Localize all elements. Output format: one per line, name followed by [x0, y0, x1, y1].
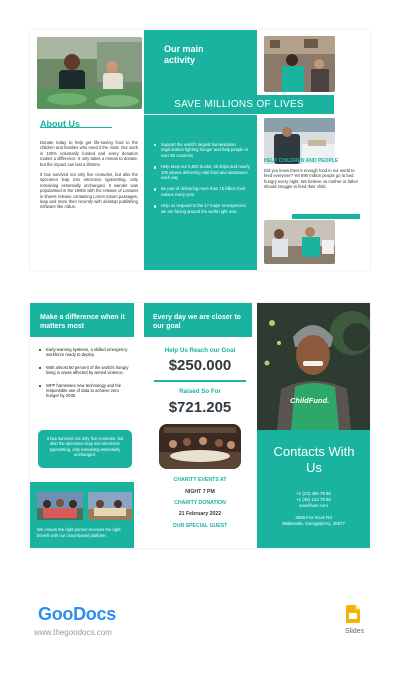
group-photo-1	[37, 492, 83, 520]
slides-label: Slides	[345, 628, 365, 635]
activity-item-2: Help keep our 5,600 trucks, 30 ships and nearly 100 planes delivering vital food and assistance each day	[154, 164, 250, 180]
events-label: CHARITY EVENTS AT	[173, 477, 227, 483]
help-text: Did you know there's enough food in our world to feed everyone? Yet 690 million people go to bed hungry every night. We believe no mother or father should struggle to feed their child.	[264, 168, 359, 190]
slides-logo[interactable]	[346, 605, 364, 628]
activity-item-3: Be part of delivering more than 15 billion food rations every year	[154, 186, 250, 197]
activity-title: Our main activity	[164, 44, 204, 65]
volunteer-street-photo	[264, 36, 335, 92]
goodocs-brand: GooDocs	[38, 604, 116, 624]
goal-label: Help Us Reach our Goal	[164, 347, 236, 354]
activity-list	[154, 142, 250, 218]
contact-phone-2: +1 (45) 123 78 90	[296, 497, 331, 502]
brochure-page-1	[30, 30, 370, 270]
contact-website: savelifves.com	[299, 503, 328, 508]
platform-caption: We ensure the right person receives the right benefit with our cloud-based platform	[37, 527, 121, 538]
food-distribution-photo	[264, 220, 335, 264]
contacts-title: Contacts With Us	[273, 444, 355, 475]
volunteers-photo	[37, 37, 142, 109]
difference-title: Make a difference when it matters most	[40, 314, 125, 330]
closer-title: Every day we are closer to our goal	[153, 314, 241, 330]
difference-item-1: Early-warning systems, a skilled emergency workforce ready to deploy.	[39, 347, 133, 358]
save-banner-text: SAVE MILLIONS OF LIVES	[174, 99, 304, 110]
donation-label: CHARITY DONATION	[174, 500, 226, 506]
activity-item-4: Help us respond to the 17 major emergencies we are facing around the world right now	[154, 203, 250, 214]
difference-item-3: WFP harnesses new technology and the responsible use of data to achieve zero hunger by 2030.	[39, 383, 133, 399]
save-banner	[144, 95, 334, 115]
help-title: HELP CHILDREN AND PEOPLE	[264, 158, 339, 164]
about-title: About Us	[40, 119, 80, 129]
help-accent-bar	[292, 214, 360, 219]
volunteer-portrait-photo	[257, 303, 370, 430]
about-text	[40, 140, 138, 210]
dinner-event-photo	[159, 424, 241, 469]
raised-label: Raised So For	[179, 388, 221, 395]
shirt-brand: ChildFund.	[290, 396, 330, 405]
about-title-bar	[40, 114, 112, 128]
callout-text: It has survived not only five centuries, but also the specimen leap into electronic typesetting, only remaining essentially unchanged.	[46, 436, 124, 458]
activity-item-1: Support the world's largest humanitarian organization fighting hunger and help people in over 80 countries	[154, 142, 250, 158]
goodocs-logo[interactable]	[38, 604, 116, 625]
guest-label: OUR SPECIAL GUEST	[172, 523, 228, 529]
about-paragraph-2: It has survived not only five centuries, but also the specimen leap into electronic typesetting, only remaining essentially unchanged. It wander was popularised in the 1960s with the release of Letraset is sheets release containing Lorem Ipsum passages, leap and more then recently with desktop publishing software like Aldus.	[40, 172, 138, 210]
events-time: NIGHT 7 PM	[185, 489, 215, 495]
goodocs-url[interactable]: www.thegoodocs.com	[34, 628, 112, 637]
difference-list	[39, 347, 133, 403]
group-photo-2	[88, 492, 132, 520]
google-slides-icon	[346, 605, 360, 623]
contact-address-1: 2566 Fox Rock Rd	[295, 515, 332, 520]
difference-item-2: With almost 60 percent of the world's hungry living in areas affected by armed violence.	[39, 365, 133, 376]
about-paragraph-1: Donate today to help get life-saving food to the children and families who need it the most. Our work is 100% voluntarily funded and every donation makes a difference. It only takes a minute to donate, but the impact can last a lifetime.	[40, 140, 138, 167]
donation-date: 21 February 2022	[178, 511, 222, 517]
brochure-page-2	[30, 303, 370, 548]
goal-value: $250.000	[168, 357, 232, 374]
contact-address-2: Walksvalle, Georgia(GA), 30677	[282, 521, 345, 526]
contact-phone-1: +1 (23) 456 78 90	[296, 491, 331, 496]
raised-value: $721.205	[168, 399, 232, 416]
goal-divider	[154, 380, 246, 382]
